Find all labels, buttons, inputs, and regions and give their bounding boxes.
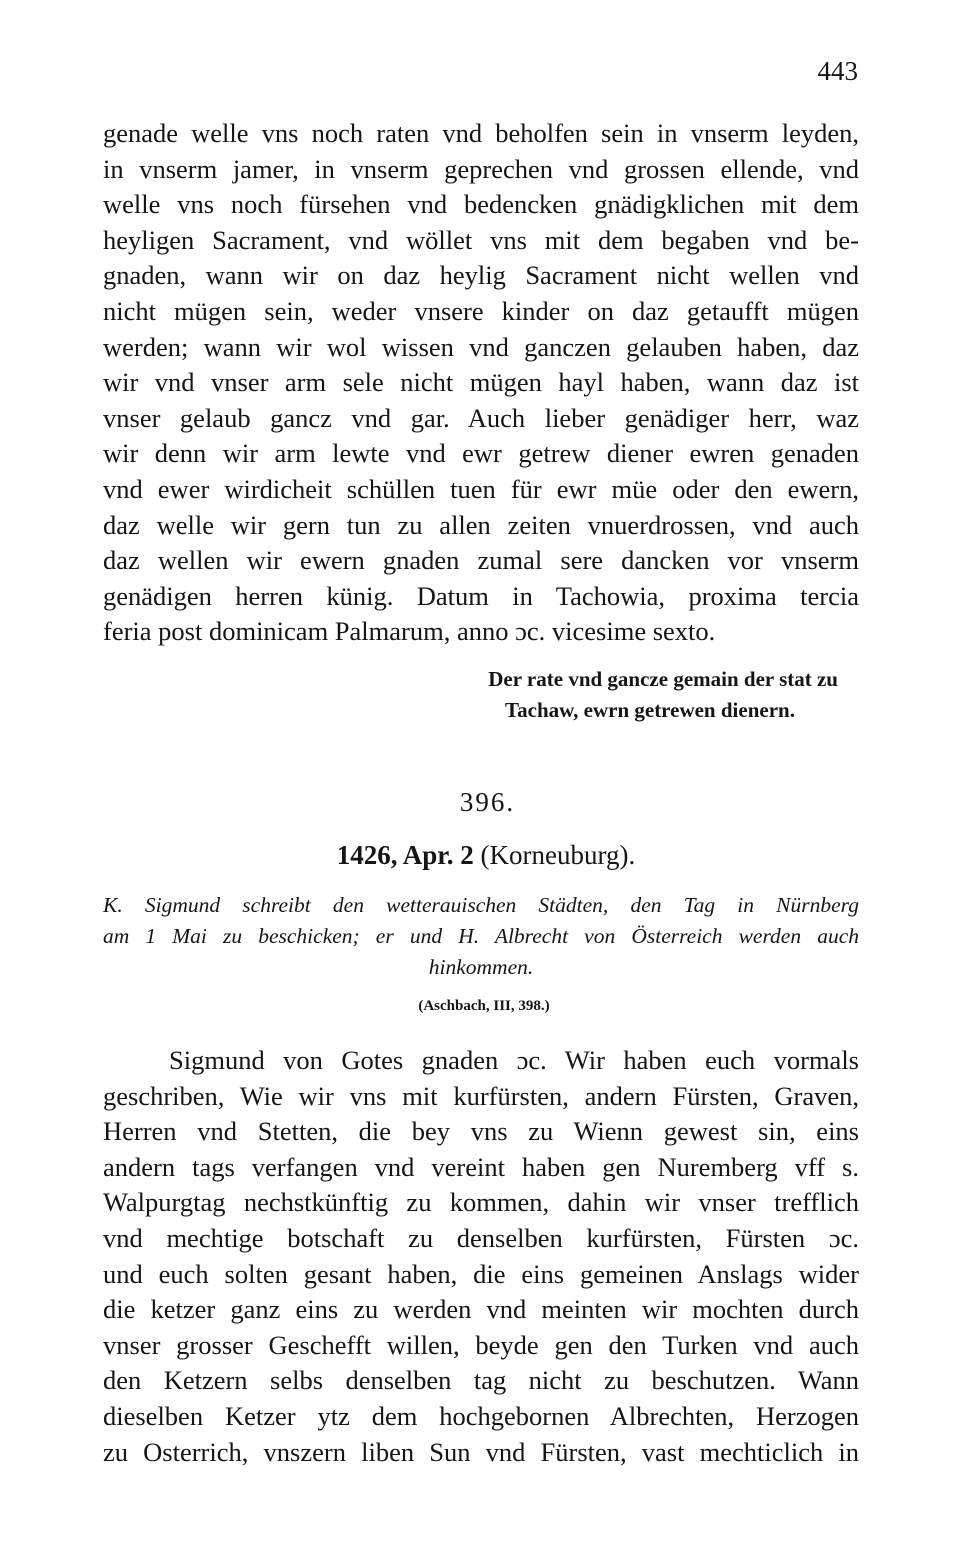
document-summary <box>103 890 859 983</box>
text-line: genädigen herren künig. Datum in Tachowia, proxima tercia <box>103 580 859 611</box>
text-line: vnser gelaub gancz vnd gar. Auch lieber genädiger herr, waz <box>103 402 859 433</box>
text-line: daz wellen wir ewern gnaden zumal sere dancken vor vnserm <box>103 545 859 576</box>
summary-line: K. Sigmund schreibt den wetterauischen Städten, den Tag in Nürnberg <box>103 893 859 917</box>
text-line: feria post dominicam Palmarum, anno ɔc. vicesime sexto. <box>103 616 716 647</box>
text-line: gnaden, wann wir on daz heylig Sacrament nicht wellen vnd <box>103 260 859 291</box>
document-place: (Korneuburg). <box>480 840 636 870</box>
text-line: daz welle wir gern tun zu allen zeiten vnuerdrossen, vnd auch <box>103 509 859 540</box>
text-line: vnd ewer wirdicheit schüllen tuen für ewr müe oder den ewern, <box>103 473 859 504</box>
text-line: dieselben Ketzer ytz dem hochgebornen Albrechten, Herzogen <box>103 1400 859 1431</box>
text-line: in vnserm jamer, in vnserm geprechen vnd grossen ellende, vnd <box>103 153 859 184</box>
text-line: nicht mügen sein, weder vnsere kinder on daz getaufft mügen <box>103 295 859 326</box>
document-number: 396. <box>459 787 516 817</box>
document-text <box>103 1043 859 1470</box>
text-line: heyligen Sacrament, vnd wöllet vns mit dem begaben vnd be- <box>103 224 859 255</box>
page-number: 443 <box>817 56 858 86</box>
text-line: welle vns noch fürsehen vnd bedencken gnädigklichen mit dem <box>103 189 859 220</box>
text-line: und euch solten gesant haben, die eins gemeinen Anslags wider <box>103 1258 859 1289</box>
text-line: zu Osterrich, vnszern liben Sun vnd Fürsten, vast mechticlich in <box>103 1436 859 1467</box>
text-line: werden; wann wir wol wissen vnd ganczen gelauben haben, daz <box>103 331 859 362</box>
text-line: wir denn wir arm lewte vnd ewr getrew diener ewren genaden <box>103 438 859 469</box>
text-line: Sigmund von Gotes gnaden ɔc. Wir haben euch vormals <box>169 1045 859 1075</box>
signature-line: Der rate vnd gancze gemain der stat zu <box>488 667 838 691</box>
text-line: andern tags verfangen vnd vereint haben gen Nuremberg vff s. <box>103 1151 859 1182</box>
source-citation: (Aschbach, III, 398.) <box>418 998 550 1014</box>
document-date: 1426, Apr. 2 <box>336 840 474 870</box>
text-line: den Ketzern selbs denselben tag nicht zu beschutzen. Wann <box>103 1365 859 1396</box>
text-line: Walpurgtag nechstkünftig zu kommen, dahin wir vnser trefflich <box>103 1187 859 1218</box>
text-line: Herren vnd Stetten, die bey vns zu Wienn gewest sin, eins <box>103 1116 859 1147</box>
text-line: vnd mechtige botschaft zu denselben kurfürsten, Fürsten ɔc. <box>103 1222 859 1253</box>
text-line: wir vnd vnser arm sele nicht mügen hayl haben, wann daz ist <box>103 367 859 398</box>
summary-line: am 1 Mai zu beschicken; er und H. Albrecht von Österreich werden auch <box>103 924 859 948</box>
text-line: die ketzer ganz eins zu werden vnd meinten wir mochten durch <box>103 1294 859 1325</box>
letter-signature <box>400 664 860 726</box>
letter-paragraph <box>103 116 859 650</box>
summary-line: hinkommen. <box>428 955 534 979</box>
text-line: vnser grosser Geschefft willen, beyde gen den Turken vnd auch <box>103 1329 859 1360</box>
text-line: genade welle vns noch raten vnd beholfen sein in vnserm leyden, <box>103 118 859 148</box>
document-date-heading <box>0 840 960 871</box>
text-line: geschriben, Wie wir vns mit kurfürsten, andern Fürsten, Graven, <box>103 1080 859 1111</box>
signature-line: Tachaw, ewrn getrewen dienern. <box>505 698 795 722</box>
